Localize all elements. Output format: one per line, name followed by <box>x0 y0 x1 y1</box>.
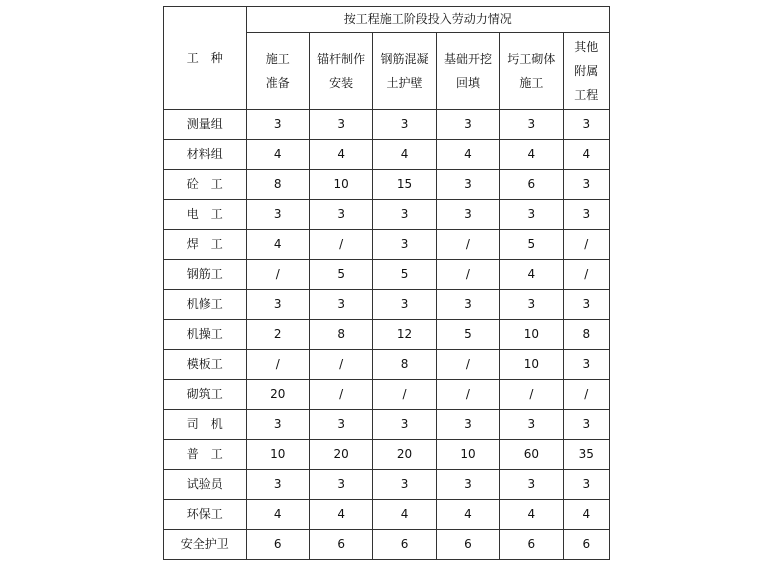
headcount-cell: 3 <box>500 200 563 230</box>
headcount-cell: 6 <box>436 530 499 560</box>
headcount-cell: 20 <box>373 440 436 470</box>
headcount-cell: 10 <box>309 170 372 200</box>
stage-header-line: 基础开挖 <box>443 52 492 66</box>
worker-type-cell: 材料组 <box>164 140 247 170</box>
labor-table <box>163 6 610 560</box>
headcount-cell: 8 <box>563 320 609 350</box>
worker-type-cell: 环保工 <box>164 500 247 530</box>
headcount-cell: 3 <box>309 200 372 230</box>
headcount-cell: 8 <box>373 350 436 380</box>
headcount-cell: / <box>373 380 436 410</box>
stage-header-line: 安装 <box>329 76 354 90</box>
headcount-cell: 3 <box>246 200 309 230</box>
headcount-cell: 10 <box>436 440 499 470</box>
table-body <box>164 110 610 560</box>
headcount-cell: 3 <box>246 410 309 440</box>
headcount-cell: / <box>500 380 563 410</box>
table-row <box>164 140 610 170</box>
header-row-group <box>164 7 610 33</box>
headcount-cell: 4 <box>500 260 563 290</box>
headcount-cell: 3 <box>436 110 499 140</box>
headcount-cell: 5 <box>373 260 436 290</box>
worker-type-cell: 电 工 <box>164 200 247 230</box>
headcount-cell: 2 <box>246 320 309 350</box>
headcount-cell: / <box>563 230 609 260</box>
headcount-cell: 3 <box>436 410 499 440</box>
stage-header-line: 附属 <box>574 64 599 78</box>
headcount-cell: 4 <box>563 500 609 530</box>
headcount-cell: 12 <box>373 320 436 350</box>
table-row <box>164 380 610 410</box>
headcount-cell: 4 <box>309 140 372 170</box>
headcount-cell: 3 <box>563 350 609 380</box>
worker-type-cell: 安全护卫 <box>164 530 247 560</box>
headcount-cell: / <box>246 260 309 290</box>
headcount-cell: 4 <box>246 500 309 530</box>
headcount-cell: 4 <box>436 140 499 170</box>
table-row <box>164 230 610 260</box>
headcount-cell: 3 <box>246 290 309 320</box>
worker-type-cell: 砼 工 <box>164 170 247 200</box>
headcount-cell: 8 <box>246 170 309 200</box>
stage-header-5 <box>500 33 563 110</box>
headcount-cell: 3 <box>373 410 436 440</box>
headcount-cell: 3 <box>563 410 609 440</box>
stage-header-line: 准备 <box>265 76 290 90</box>
table-row <box>164 110 610 140</box>
worker-type-cell: 砌筑工 <box>164 380 247 410</box>
headcount-cell: 4 <box>563 140 609 170</box>
headcount-cell: 8 <box>309 320 372 350</box>
headcount-cell: / <box>563 260 609 290</box>
stage-group-header: 按工程施工阶段投入劳动力情况 <box>246 7 609 33</box>
headcount-cell: / <box>309 350 372 380</box>
headcount-cell: 6 <box>246 530 309 560</box>
stage-header-line: 施工 <box>265 52 290 66</box>
table-row <box>164 410 610 440</box>
table-row <box>164 170 610 200</box>
headcount-cell: 3 <box>309 470 372 500</box>
headcount-cell: 4 <box>246 140 309 170</box>
headcount-cell: 3 <box>436 200 499 230</box>
type-column-header: 工 种 <box>164 7 247 110</box>
headcount-cell: / <box>309 230 372 260</box>
stage-header-line: 锚杆制作 <box>317 52 366 66</box>
table-row <box>164 320 610 350</box>
headcount-cell: 3 <box>500 290 563 320</box>
stage-header-4 <box>436 33 499 110</box>
stage-header-line: 回填 <box>455 76 480 90</box>
headcount-cell: / <box>436 350 499 380</box>
headcount-cell: 15 <box>373 170 436 200</box>
stage-header-line: 钢筋混凝 <box>380 52 429 66</box>
headcount-cell: / <box>246 350 309 380</box>
headcount-cell: 3 <box>563 200 609 230</box>
headcount-cell: 60 <box>500 440 563 470</box>
headcount-cell: / <box>436 230 499 260</box>
table-row <box>164 290 610 320</box>
headcount-cell: 4 <box>500 500 563 530</box>
headcount-cell: 3 <box>500 410 563 440</box>
headcount-cell: 10 <box>500 320 563 350</box>
worker-type-cell: 机修工 <box>164 290 247 320</box>
worker-type-cell: 测量组 <box>164 110 247 140</box>
stage-header-line: 其他 <box>574 40 599 54</box>
worker-type-cell: 钢筋工 <box>164 260 247 290</box>
headcount-cell: 10 <box>246 440 309 470</box>
stage-header-line: 圬工砌体 <box>507 52 556 66</box>
headcount-cell: / <box>309 380 372 410</box>
table-row <box>164 350 610 380</box>
headcount-cell: 3 <box>500 470 563 500</box>
table-row <box>164 530 610 560</box>
worker-type-cell: 试验员 <box>164 470 247 500</box>
table-row <box>164 260 610 290</box>
headcount-cell: 3 <box>500 110 563 140</box>
headcount-cell: 6 <box>500 530 563 560</box>
headcount-cell: 3 <box>563 110 609 140</box>
headcount-cell: 3 <box>436 170 499 200</box>
headcount-cell: 3 <box>246 110 309 140</box>
headcount-cell: 3 <box>246 470 309 500</box>
headcount-cell: 3 <box>436 470 499 500</box>
headcount-cell: 4 <box>373 140 436 170</box>
headcount-cell: 4 <box>436 500 499 530</box>
headcount-cell: 20 <box>309 440 372 470</box>
stage-header-3 <box>373 33 436 110</box>
headcount-cell: 3 <box>373 470 436 500</box>
worker-type-cell: 机操工 <box>164 320 247 350</box>
headcount-cell: 3 <box>373 200 436 230</box>
table-row <box>164 470 610 500</box>
headcount-cell: / <box>436 260 499 290</box>
headcount-cell: 3 <box>563 290 609 320</box>
stage-header-line: 土护壁 <box>386 76 423 90</box>
table-row <box>164 440 610 470</box>
table-row <box>164 500 610 530</box>
worker-type-cell: 司 机 <box>164 410 247 440</box>
headcount-cell: 10 <box>500 350 563 380</box>
headcount-cell: 3 <box>563 470 609 500</box>
headcount-cell: 6 <box>500 170 563 200</box>
headcount-cell: 3 <box>309 410 372 440</box>
headcount-cell: 35 <box>563 440 609 470</box>
headcount-cell: / <box>563 380 609 410</box>
headcount-cell: 3 <box>373 110 436 140</box>
stage-header-1 <box>246 33 309 110</box>
headcount-cell: 3 <box>309 110 372 140</box>
headcount-cell: 4 <box>373 500 436 530</box>
headcount-cell: 3 <box>563 170 609 200</box>
headcount-cell: 3 <box>309 290 372 320</box>
headcount-cell: 4 <box>500 140 563 170</box>
stage-header-2 <box>309 33 372 110</box>
stage-header-line: 施工 <box>519 76 544 90</box>
headcount-cell: 4 <box>309 500 372 530</box>
headcount-cell: 5 <box>436 320 499 350</box>
headcount-cell: 3 <box>373 230 436 260</box>
headcount-cell: 5 <box>309 260 372 290</box>
table-row <box>164 200 610 230</box>
worker-type-cell: 焊 工 <box>164 230 247 260</box>
headcount-cell: 3 <box>373 290 436 320</box>
headcount-cell: / <box>436 380 499 410</box>
headcount-cell: 5 <box>500 230 563 260</box>
stage-header-6 <box>563 33 609 110</box>
headcount-cell: 6 <box>373 530 436 560</box>
headcount-cell: 20 <box>246 380 309 410</box>
headcount-cell: 4 <box>246 230 309 260</box>
worker-type-cell: 模板工 <box>164 350 247 380</box>
headcount-cell: 6 <box>563 530 609 560</box>
stage-header-line: 工程 <box>574 88 599 102</box>
headcount-cell: 6 <box>309 530 372 560</box>
worker-type-cell: 普 工 <box>164 440 247 470</box>
headcount-cell: 3 <box>436 290 499 320</box>
